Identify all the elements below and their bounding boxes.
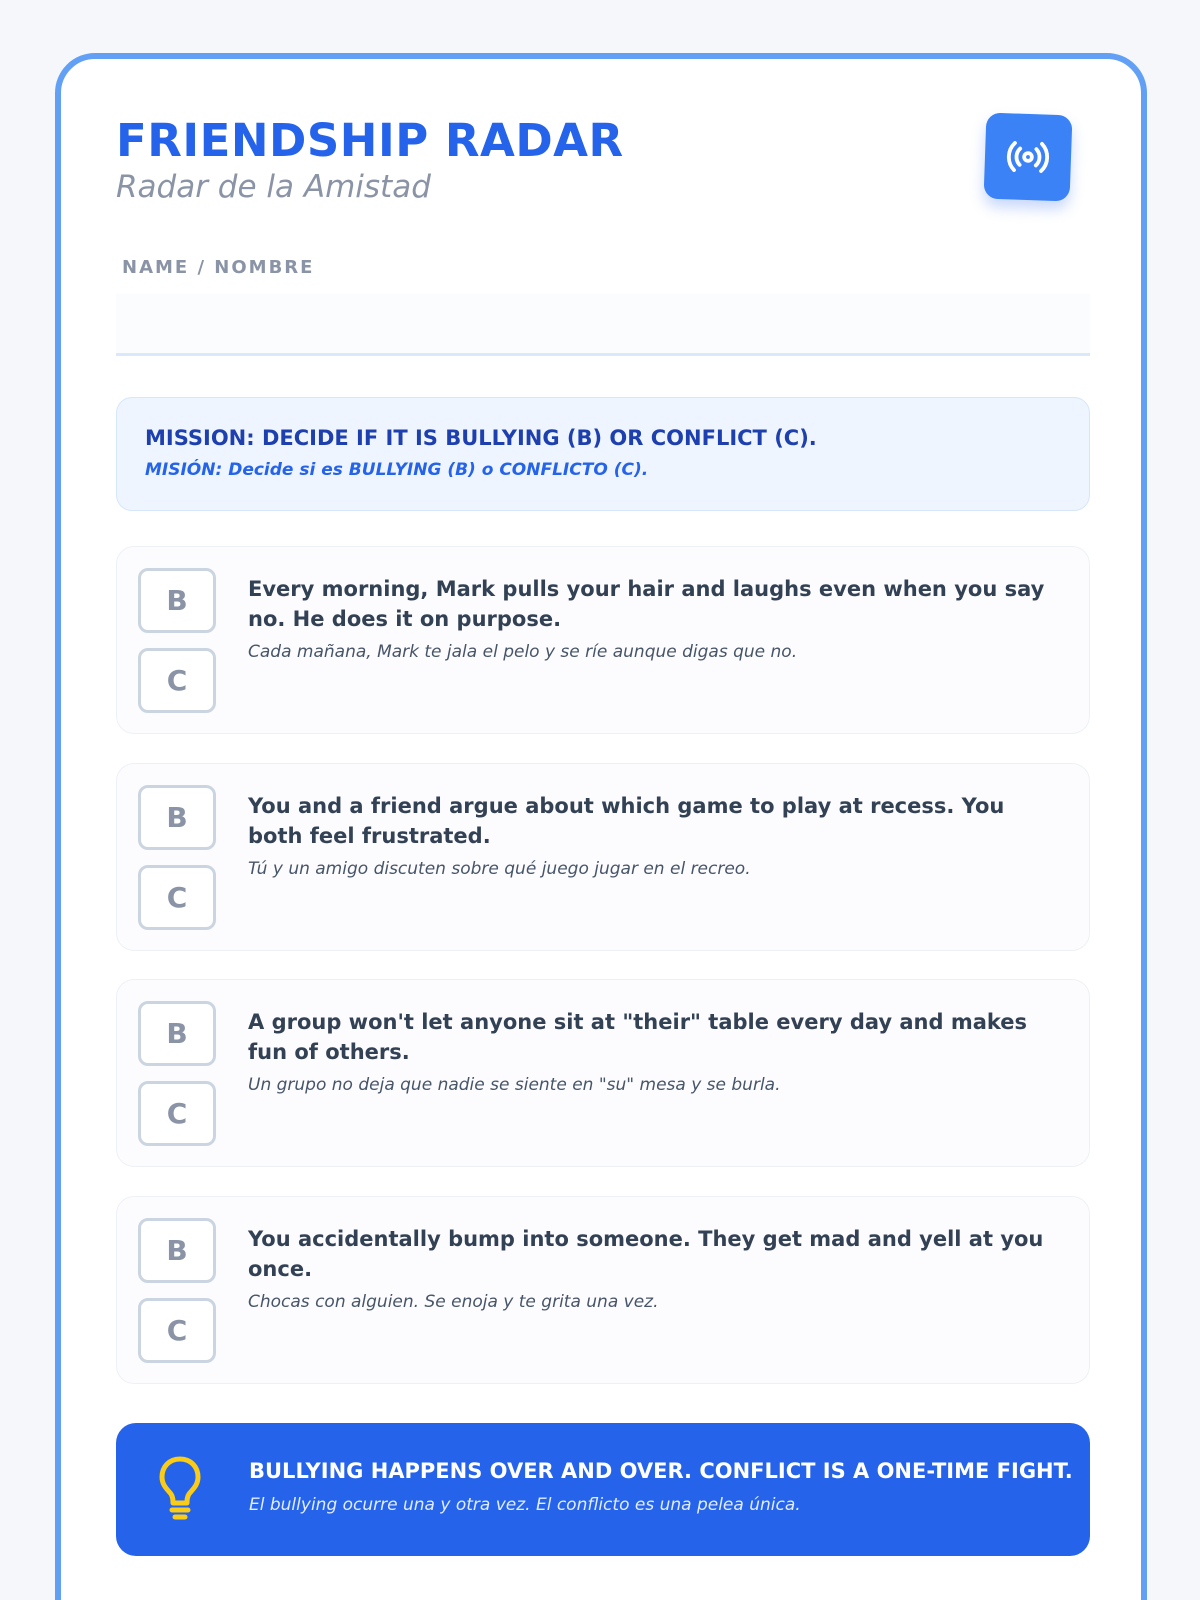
scenario-text-en: You accidentally bump into someone. They get mad and yell at you once. [248, 1227, 1044, 1281]
lightbulb-icon [158, 1455, 202, 1521]
mission-text-en: MISSION: DECIDE IF IT IS BULLYING (B) OR CONFLICT (C). [145, 426, 817, 450]
conflict-choice-button[interactable]: C [138, 1298, 216, 1363]
name-input[interactable] [116, 294, 1090, 356]
name-field-label: NAME / NOMBRE [122, 257, 315, 278]
worksheet-card [55, 53, 1147, 1600]
scenario-text-es: Tú y un amigo discuten sobre qué juego jugar en el recreo. [248, 859, 751, 879]
scenario-text [248, 791, 1063, 881]
scenario-card-4 [116, 1196, 1090, 1384]
scenario-text-es: Un grupo no deja que nadie se siente en "su" mesa y se burla. [248, 1075, 781, 1095]
scenario-text [248, 1007, 1063, 1097]
radar-button[interactable] [984, 113, 1073, 202]
page-subtitle: Radar de la Amistad [116, 169, 431, 205]
tip-text-es: El bullying ocurre una y otra vez. El conflicto es una pelea única. [249, 1495, 801, 1515]
page-title: FRIENDSHIP RADAR [116, 114, 624, 167]
conflict-choice-button[interactable]: C [138, 1081, 216, 1146]
mission-box [116, 397, 1090, 511]
bullying-choice-button[interactable]: B [138, 1001, 216, 1066]
scenario-text-en: You and a friend argue about which game to play at recess. You both feel frustrated. [248, 794, 1005, 848]
bullying-choice-button[interactable]: B [138, 785, 216, 850]
radio-broadcast-icon [1004, 133, 1052, 181]
scenario-card-3 [116, 979, 1090, 1167]
scenario-text-en: Every morning, Mark pulls your hair and laughs even when you say no. He does it on purpose. [248, 577, 1045, 631]
conflict-choice-button[interactable]: C [138, 865, 216, 930]
tip-text-en: BULLYING HAPPENS OVER AND OVER. CONFLICT IS A ONE-TIME FIGHT. [249, 1459, 1073, 1483]
tip-banner [116, 1423, 1090, 1556]
scenario-text [248, 574, 1063, 664]
bullying-choice-button[interactable]: B [138, 568, 216, 633]
scenario-text-es: Cada mañana, Mark te jala el pelo y se ríe aunque digas que no. [248, 642, 798, 662]
bullying-choice-button[interactable]: B [138, 1218, 216, 1283]
mission-text-es: MISIÓN: Decide si es BULLYING (B) o CONFLICTO (C). [145, 460, 649, 480]
scenario-text [248, 1224, 1063, 1314]
scenario-text-es: Chocas con alguien. Se enoja y te grita una vez. [248, 1292, 659, 1312]
conflict-choice-button[interactable]: C [138, 648, 216, 713]
scenario-text-en: A group won't let anyone sit at "their" table every day and makes fun of others. [248, 1010, 1028, 1064]
scenario-card-2 [116, 763, 1090, 951]
scenario-card-1 [116, 546, 1090, 734]
